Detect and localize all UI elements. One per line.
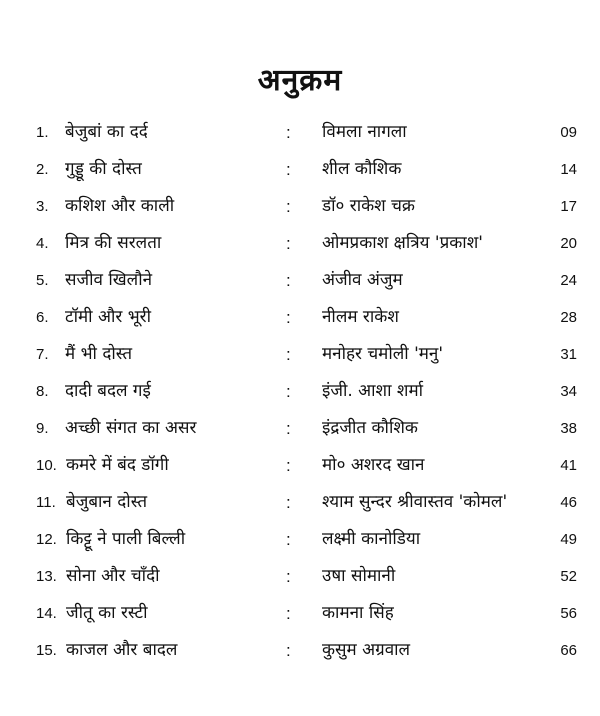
entry-number: 2. xyxy=(36,161,49,178)
separator: : xyxy=(286,160,291,179)
story-title: जीतू का रस्टी xyxy=(66,603,148,623)
separator: : xyxy=(286,123,291,142)
author-name: ओमप्रकाश क्षत्रिय 'प्रकाश' xyxy=(322,233,483,253)
toc-row xyxy=(0,410,600,447)
toc-row xyxy=(0,447,600,484)
author-name: उषा सोमानी xyxy=(322,566,396,586)
separator: : xyxy=(286,567,291,586)
author-name: श्याम सुन्दर श्रीवास्तव 'कोमल' xyxy=(322,492,508,512)
entry-number: 11. xyxy=(36,494,56,511)
author-name: कामना सिंह xyxy=(322,603,394,623)
page-number: 66 xyxy=(560,642,577,659)
story-title: टॉमी और भूरी xyxy=(65,307,151,327)
separator: : xyxy=(286,382,291,401)
table-of-contents xyxy=(0,114,600,669)
toc-row xyxy=(0,225,600,262)
entry-number: 3. xyxy=(36,198,49,215)
toc-row xyxy=(0,484,600,521)
page-number: 14 xyxy=(560,161,577,178)
story-title: कमरे में बंद डॉगी xyxy=(66,455,169,475)
page-number: 28 xyxy=(560,309,577,326)
story-title: कशिश और काली xyxy=(65,196,175,216)
story-title: बेजुबां का दर्द xyxy=(65,122,148,142)
entry-number: 8. xyxy=(36,383,49,400)
page-number: 09 xyxy=(560,124,577,141)
author-name: अंजीव अंजुम xyxy=(322,270,403,290)
separator: : xyxy=(286,234,291,253)
entry-number: 6. xyxy=(36,309,49,326)
entry-number: 9. xyxy=(36,420,49,437)
entry-number: 14. xyxy=(36,605,57,622)
page-number: 49 xyxy=(560,531,577,548)
page-number: 31 xyxy=(560,346,577,363)
story-title: गुड्डू की दोस्त xyxy=(65,159,142,179)
toc-row xyxy=(0,373,600,410)
page-number: 46 xyxy=(560,494,577,511)
separator: : xyxy=(286,493,291,512)
separator: : xyxy=(286,197,291,216)
author-name: लक्ष्मी कानोडिया xyxy=(322,529,421,549)
page-number: 41 xyxy=(560,457,577,474)
toc-row xyxy=(0,595,600,632)
toc-row xyxy=(0,151,600,188)
entry-number: 1. xyxy=(36,124,49,141)
entry-number: 12. xyxy=(36,531,57,548)
story-title: बेजुबान दोस्त xyxy=(66,492,148,512)
separator: : xyxy=(286,345,291,364)
page-number: 34 xyxy=(560,383,577,400)
toc-row xyxy=(0,336,600,373)
story-title: किट्टू ने पाली बिल्ली xyxy=(66,529,186,549)
toc-row xyxy=(0,521,600,558)
toc-row xyxy=(0,114,600,151)
author-name: शील कौशिक xyxy=(322,159,402,179)
author-name: नीलम राकेश xyxy=(322,307,399,327)
author-name: मो० अशरद खान xyxy=(322,455,425,475)
separator: : xyxy=(286,530,291,549)
separator: : xyxy=(286,641,291,660)
page-number: 56 xyxy=(560,605,577,622)
toc-row xyxy=(0,632,600,669)
toc-row xyxy=(0,188,600,225)
separator: : xyxy=(286,456,291,475)
entry-number: 10. xyxy=(36,457,57,474)
story-title: काजल और बादल xyxy=(66,640,178,660)
separator: : xyxy=(286,604,291,623)
separator: : xyxy=(286,419,291,438)
story-title: दादी बदल गई xyxy=(65,381,151,401)
story-title: सोना और चाँदी xyxy=(66,566,160,586)
page-number: 24 xyxy=(560,272,577,289)
story-title: मैं भी दोस्त xyxy=(65,344,133,364)
entry-number: 15. xyxy=(36,642,57,659)
toc-row xyxy=(0,299,600,336)
author-name: इंद्रजीत कौशिक xyxy=(322,418,418,438)
page-title: अनुक्रम xyxy=(257,63,343,98)
entry-number: 5. xyxy=(36,272,49,289)
author-name: इंजी. आशा शर्मा xyxy=(322,381,424,401)
author-name: विमला नागला xyxy=(322,122,407,142)
toc-row xyxy=(0,262,600,299)
separator: : xyxy=(286,308,291,327)
toc-row xyxy=(0,558,600,595)
page-number: 17 xyxy=(560,198,577,215)
author-name: डॉ० राकेश चक्र xyxy=(322,196,415,216)
separator: : xyxy=(286,271,291,290)
author-name: कुसुम अग्रवाल xyxy=(322,640,411,660)
entry-number: 13. xyxy=(36,568,57,585)
entry-number: 4. xyxy=(36,235,49,252)
author-name: मनोहर चमोली 'मनु' xyxy=(322,344,444,364)
page-number: 20 xyxy=(560,235,577,252)
story-title: अच्छी संगत का असर xyxy=(65,418,197,438)
story-title: मित्र की सरलता xyxy=(65,233,162,253)
page-number: 52 xyxy=(560,568,577,585)
entry-number: 7. xyxy=(36,346,49,363)
story-title: सजीव खिलौने xyxy=(65,270,153,290)
page-number: 38 xyxy=(560,420,577,437)
